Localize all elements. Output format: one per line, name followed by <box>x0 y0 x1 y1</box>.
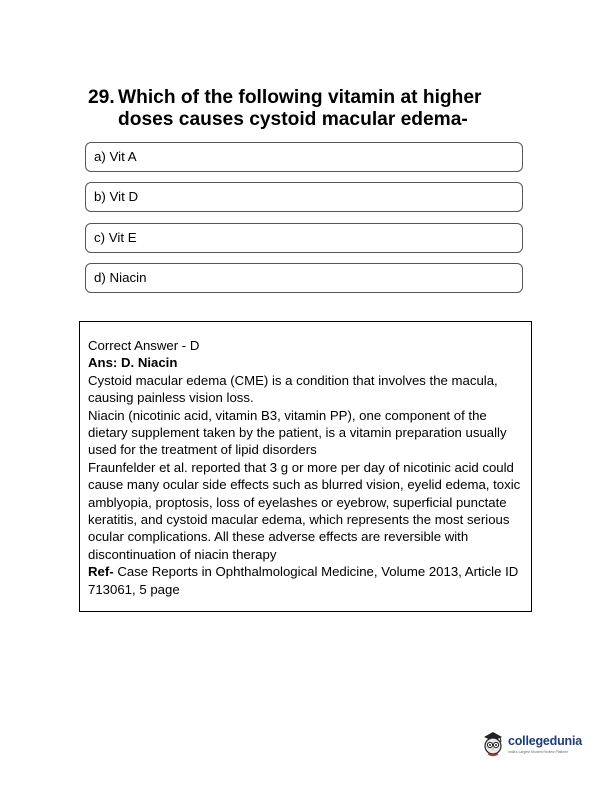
answer-explanation-box <box>79 321 532 612</box>
logo-wordmark: collegedunia <box>508 734 583 748</box>
question-line-1: Which of the following vitamin at higher <box>118 87 482 108</box>
logo-tagline: India's Largest Student Review Platform <box>508 750 569 754</box>
option-d[interactable]: d) Niacin <box>85 263 523 293</box>
question-number: 29. <box>88 87 115 108</box>
reference-text: Case Reports in Ophthalmological Medicine, Volume 2013, Article ID 713061, 5 page <box>88 564 519 597</box>
option-c[interactable]: c) Vit E <box>85 223 523 253</box>
option-a[interactable]: a) Vit A <box>85 142 523 172</box>
question-text <box>88 87 548 131</box>
correct-answer-line: Correct Answer - D <box>88 338 200 353</box>
answer-label: Ans: D. Niacin <box>88 355 178 371</box>
reference-label: Ref- <box>88 564 114 580</box>
reference-line <box>88 563 525 598</box>
explanation-paragraph-3: Fraunfelder et al. reported that 3 g or more per day of nicotinic acid could cause many ocular side effects such as blurred vision, eyelid edema, toxic amblyopia, proptosis, loss of eyelashes or eyebrow, superficial punctate keratitis, and cystoid macular edema, which represents the most serious ocular complications. All these adverse effects are reversible with discontinuation of niacin therapy <box>88 459 521 562</box>
question-line-2: doses causes cystoid macular edema- <box>118 109 468 130</box>
explanation-paragraph-2: Niacin (nicotinic acid, vitamin B3, vitamin PP), one component of the dietary supplement taken by the patient, is a vitamin preparation usually used for the treatment of lipid disorders <box>88 407 507 458</box>
option-b[interactable]: b) Vit D <box>85 182 523 212</box>
owl-mascot-icon <box>480 728 506 758</box>
explanation-paragraph-1: Cystoid macular edema (CME) is a condition that involves the macula, causing painless vision loss. <box>88 372 498 406</box>
collegedunia-logo <box>480 728 586 764</box>
